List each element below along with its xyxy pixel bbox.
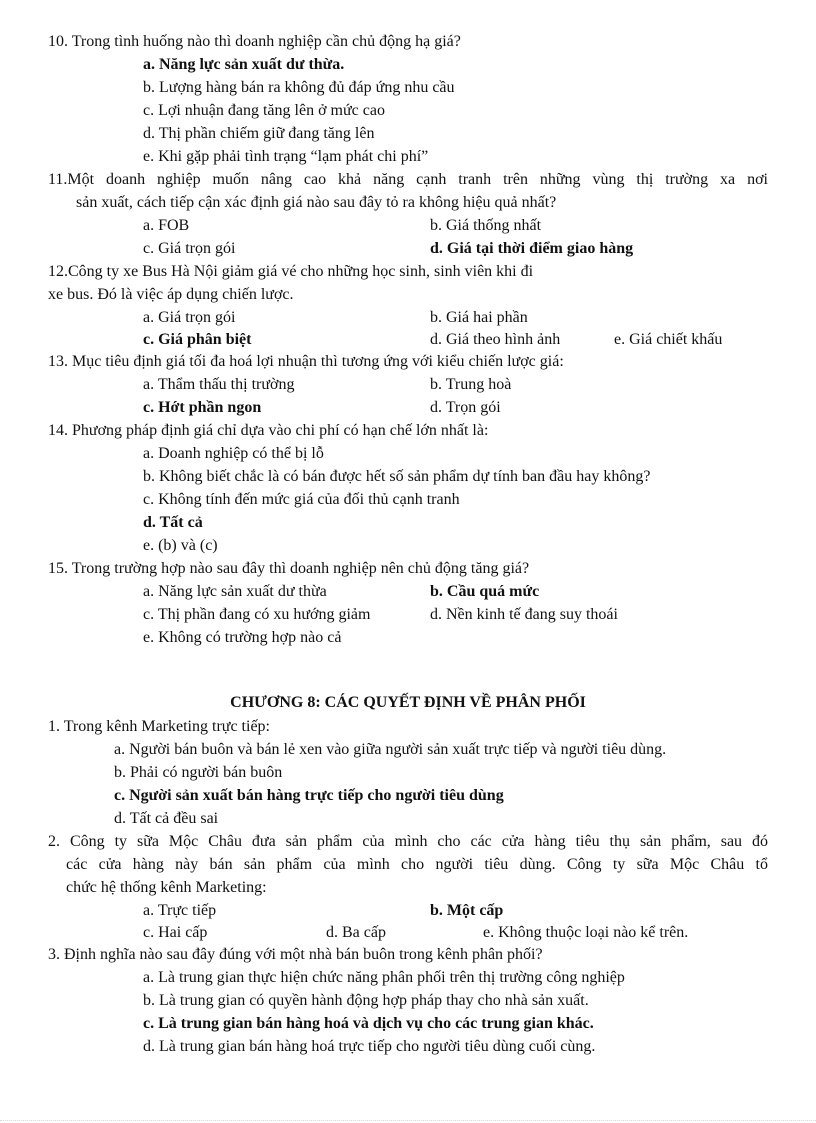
c8q2-option-b: b. Một cấp [430, 902, 504, 919]
q13-option-a: a. Thẩm thấu thị trường [143, 376, 295, 393]
c8q1-option-a: a. Người bán buôn và bán lẻ xen vào giữa người sản xuất trực tiếp và người tiêu dùng. [114, 741, 667, 758]
c8q2-option-d: d. Ba cấp [326, 924, 386, 941]
c8q1-option-c: c. Người sản xuất bán hàng trực tiếp cho người tiêu dùng [114, 787, 504, 804]
q11-stem-line1: 11.Một doanh nghiệp muốn nâng cao khả năng cạnh tranh trên những vùng thị trường xa nơi [48, 171, 768, 188]
c8q3-option-d: d. Là trung gian bán hàng hoá trực tiếp cho người tiêu dùng cuối cùng. [143, 1038, 596, 1055]
q15-option-d: d. Nền kinh tế đang suy thoái [430, 606, 618, 623]
q15-option-a: a. Năng lực sản xuất dư thừa [143, 583, 327, 600]
q15-option-b: b. Cầu quá mức [430, 583, 540, 600]
q10-stem: 10. Trong tình huống nào thì doanh nghiệp cần chủ động hạ giá? [48, 33, 461, 50]
chapter-title: CHƯƠNG 8: CÁC QUYẾT ĐỊNH VỀ PHÂN PHỐI [230, 694, 586, 711]
page-bottom-divider [0, 1120, 816, 1121]
q12-option-d: d. Giá theo hình ảnh [430, 331, 561, 348]
q11-option-a: a. FOB [143, 217, 190, 234]
q12-option-a: a. Giá trọn gói [143, 309, 236, 326]
c8q2-option-e: e. Không thuộc loại nào kể trên. [483, 924, 689, 941]
q14-option-a: a. Doanh nghiệp có thể bị lỗ [143, 445, 324, 462]
c8q3-stem: 3. Định nghĩa nào sau đây đúng với một nhà bán buôn trong kênh phân phối? [48, 946, 543, 963]
q10-option-d: d. Thị phần chiếm giữ đang tăng lên [143, 125, 375, 142]
c8q1-option-d: d. Tất cả đều sai [114, 810, 219, 827]
q12-option-e: e. Giá chiết khấu [614, 331, 723, 348]
q10-option-c: c. Lợi nhuận đang tăng lên ở mức cao [143, 102, 385, 119]
q12-stem-line2: xe bus. Đó là việc áp dụng chiến lược. [48, 286, 294, 303]
q14-option-b: b. Không biết chắc là có bán được hết số sản phẩm dự tính ban đầu hay không? [143, 468, 651, 485]
c8q2-stem-line2: các cửa hàng này bán sản phẩm của mình cho người tiêu dùng. Công ty sữa Mộc Châu tổ [66, 856, 768, 873]
q11-option-d: d. Giá tại thời điểm giao hàng [430, 240, 634, 257]
q12-option-c: c. Giá phân biệt [143, 331, 252, 348]
q15-stem: 15. Trong trường hợp nào sau đây thì doanh nghiệp nên chủ động tăng giá? [48, 560, 530, 577]
q12-option-b: b. Giá hai phần [430, 309, 528, 326]
c8q2-stem-line3: chức hệ thống kênh Marketing: [66, 879, 267, 896]
c8q3-option-a: a. Là trung gian thực hiện chức năng phân phối trên thị trường công nghiệp [143, 969, 625, 986]
q13-option-d: d. Trọn gói [430, 399, 501, 416]
q13-option-c: c. Hớt phần ngon [143, 399, 262, 416]
c8q2-stem-line1: 2. Công ty sữa Mộc Châu đưa sản phẩm của mình cho các cửa hàng tiêu thụ sản phẩm, sau đó [48, 833, 768, 850]
c8q3-option-c: c. Là trung gian bán hàng hoá và dịch vụ cho các trung gian khác. [143, 1015, 594, 1032]
q11-option-b: b. Giá thống nhất [430, 217, 542, 234]
c8q2-option-c: c. Hai cấp [143, 924, 208, 941]
q15-option-c: c. Thị phần đang có xu hướng giảm [143, 606, 371, 623]
c8q1-stem: 1. Trong kênh Marketing trực tiếp: [48, 718, 270, 735]
q10-option-b: b. Lượng hàng bán ra không đủ đáp ứng nhu cầu [143, 79, 455, 96]
q13-stem: 13. Mục tiêu định giá tối đa hoá lợi nhuận thì tương ứng với kiểu chiến lược giá: [48, 353, 564, 370]
q14-option-e: e. (b) và (c) [143, 537, 218, 554]
q13-option-b: b. Trung hoà [430, 376, 512, 393]
c8q2-option-a: a. Trực tiếp [143, 902, 217, 919]
q14-stem: 14. Phương pháp định giá chỉ dựa vào chi phí có hạn chế lớn nhất là: [48, 422, 489, 439]
q14-option-c: c. Không tính đến mức giá của đối thủ cạnh tranh [143, 491, 460, 508]
q10-option-e: e. Khi gặp phải tình trạng “lạm phát chi phí” [143, 148, 429, 165]
q15-option-e: e. Không có trường hợp nào cả [143, 629, 342, 646]
c8q1-option-b: b. Phải có người bán buôn [114, 764, 283, 781]
q10-option-a: a. Năng lực sản xuất dư thừa. [143, 56, 345, 73]
q11-option-c: c. Giá trọn gói [143, 240, 236, 257]
q14-option-d: d. Tất cả [143, 514, 203, 531]
q11-stem-line2: sản xuất, cách tiếp cận xác định giá nào sau đây tỏ ra không hiệu quả nhất? [76, 194, 557, 211]
q12-stem-line1: 12.Công ty xe Bus Hà Nội giảm giá vé cho những học sinh, sinh viên khi đi [48, 263, 534, 280]
c8q3-option-b: b. Là trung gian có quyền hành động hợp pháp thay cho nhà sản xuất. [143, 992, 589, 1009]
